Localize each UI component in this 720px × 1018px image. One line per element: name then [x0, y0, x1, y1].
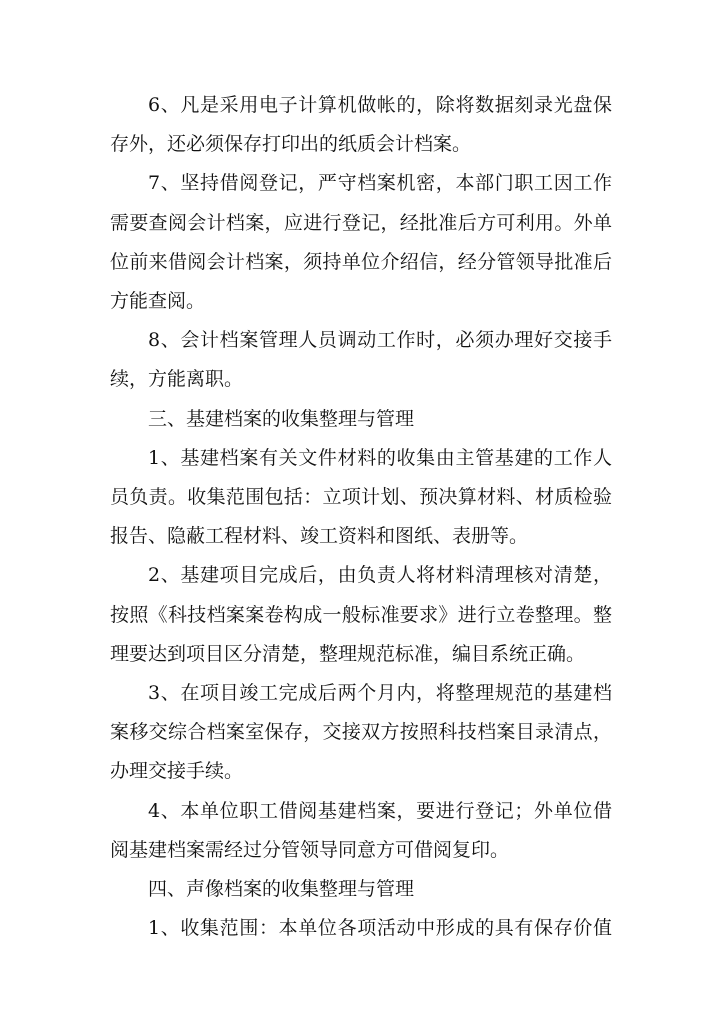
paragraph-3-3	[110, 674, 612, 792]
text-line: 续，方能离职。	[110, 368, 244, 391]
paragraph-3-2	[110, 556, 612, 674]
text-line: 1、收集范围：本单位各项活动中形成的具有保存价值	[148, 917, 612, 940]
paragraph-3-1	[110, 439, 612, 557]
text-line: 理要达到项目区分清楚，整理规范标准，编目系统正确。	[110, 642, 586, 665]
paragraph-7	[110, 164, 612, 321]
text-line: 6、凡是采用电子计算机做帐的，除将数据刻录光盘保	[148, 94, 612, 116]
text-line: 按照《科技档案案卷构成一般标准要求》进行立卷整理。整	[110, 603, 612, 626]
text-line: 4、本单位职工借阅基建档案，要进行登记；外单位借	[148, 799, 612, 822]
text-line: 2、基建项目完成后，由负责人将材料清理核对清楚，	[148, 564, 612, 587]
text-line: 3、在项目竣工完成后两个月内，将整理规范的基建档	[148, 682, 612, 705]
text-line: 阅基建档案需经过分管领导同意方可借阅复印。	[110, 838, 510, 861]
text-line: 方能查阅。	[110, 290, 206, 313]
text-line: 需要查阅会计档案，应进行登记，经批准后方可利用。外单	[110, 211, 612, 234]
paragraph-8	[110, 321, 612, 399]
text-line: 案移交综合档案室保存，交接双方按照科技档案目录清点，	[110, 721, 612, 744]
paragraph-3-4	[110, 792, 612, 870]
text-line: 位前来借阅会计档案，须持单位介绍信，经分管领导批准后	[110, 250, 612, 273]
paragraph-6	[110, 86, 612, 164]
paragraph-4-1	[110, 909, 612, 948]
section-heading-4	[110, 870, 612, 909]
heading-text: 三、基建档案的收集整理与管理	[148, 407, 415, 430]
text-line: 8、会计档案管理人员调动工作时，必须办理好交接手	[148, 329, 612, 352]
heading-text: 四、声像档案的收集整理与管理	[148, 878, 415, 901]
text-line: 1、基建档案有关文件材料的收集由主管基建的工作人	[148, 446, 612, 469]
text-line: 存外，还必须保存打印出的纸质会计档案。	[110, 133, 472, 156]
document-body	[110, 86, 612, 948]
section-heading-3	[110, 400, 612, 439]
text-line: 7、坚持借阅登记，严守档案机密，本部门职工因工作	[148, 172, 612, 195]
text-line: 办理交接手续。	[110, 760, 244, 783]
text-line: 员负责。收集范围包括：立项计划、预决算材料、材质检验	[110, 486, 612, 509]
text-line: 报告、隐蔽工程材料、竣工资料和图纸、表册等。	[110, 525, 529, 548]
